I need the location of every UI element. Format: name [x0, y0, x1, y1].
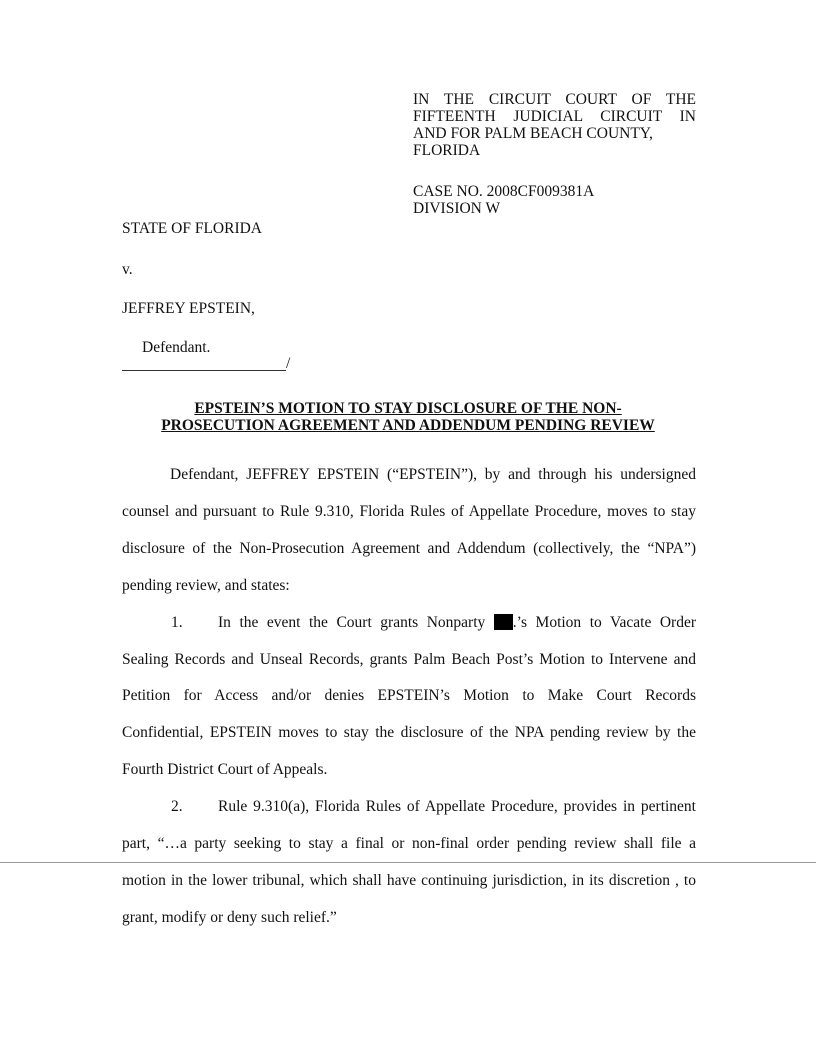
versus: v. — [122, 261, 133, 278]
para1-line: Petition for Access and/or denies EPSTEIN’s Motion to Make Court Records — [122, 687, 696, 704]
para2-line: part, “…a party seeking to stay a final or non-final order pending review shall file a — [122, 835, 696, 852]
case-number: CASE NO. 2008CF009381A — [413, 183, 595, 200]
intro-line: counsel and pursuant to Rule 9.310, Florida Rules of Appellate Procedure, moves to stay — [122, 503, 696, 520]
defendant-name: JEFFREY EPSTEIN, — [122, 300, 255, 317]
para1-line: Confidential, EPSTEIN moves to stay the disclosure of the NPA pending review by the — [122, 724, 696, 741]
intro-line: pending review, and states: — [122, 577, 290, 594]
para-number: 1. — [171, 614, 183, 631]
motion-title — [100, 400, 716, 434]
division: DIVISION W — [413, 200, 501, 217]
para2-line: motion in the lower tribunal, which shall have continuing jurisdiction, in its discretion , to — [122, 872, 696, 889]
para1-line: Fourth District Court of Appeals. — [122, 761, 328, 778]
para2-line: grant, modify or deny such relief.” — [122, 909, 337, 926]
text: .’s Motion to Vacate Order — [512, 614, 696, 631]
plaintiff: STATE OF FLORIDA — [122, 220, 262, 237]
court-line: FIFTEENTH JUDICIAL CIRCUIT IN — [413, 108, 696, 125]
defendant-label: Defendant. — [142, 339, 211, 356]
redaction-box — [494, 614, 513, 630]
text: In the event the Court grants Nonparty — [218, 614, 486, 631]
para2-first-line: Rule 9.310(a), Florida Rules of Appellate Procedure, provides in pertinent — [218, 798, 696, 815]
para1-line: Sealing Records and Unseal Records, grants Palm Beach Post’s Motion to Intervene and — [122, 651, 696, 668]
intro-line: Defendant, JEFFREY EPSTEIN (“EPSTEIN”), by and through his undersigned — [170, 466, 696, 483]
title-line: EPSTEIN’S MOTION TO STAY DISCLOSURE OF THE NON- — [194, 400, 622, 417]
para-number: 2. — [171, 798, 183, 815]
caption-slash: / — [286, 355, 291, 372]
caption-divider — [122, 370, 286, 371]
case-info — [413, 183, 594, 217]
court-line: FLORIDA — [413, 142, 481, 159]
para1-first-line — [218, 613, 696, 633]
court-line: AND FOR PALM BEACH COUNTY, — [413, 125, 653, 142]
court-caption — [413, 91, 696, 159]
scan-artifact-line — [0, 862, 816, 863]
intro-line: disclosure of the Non-Prosecution Agreement and Addendum (collectively, the “NPA”) — [122, 540, 696, 557]
court-line: IN THE CIRCUIT COURT OF THE — [413, 91, 696, 108]
title-line: PROSECUTION AGREEMENT AND ADDENDUM PENDING REVIEW — [161, 417, 655, 434]
